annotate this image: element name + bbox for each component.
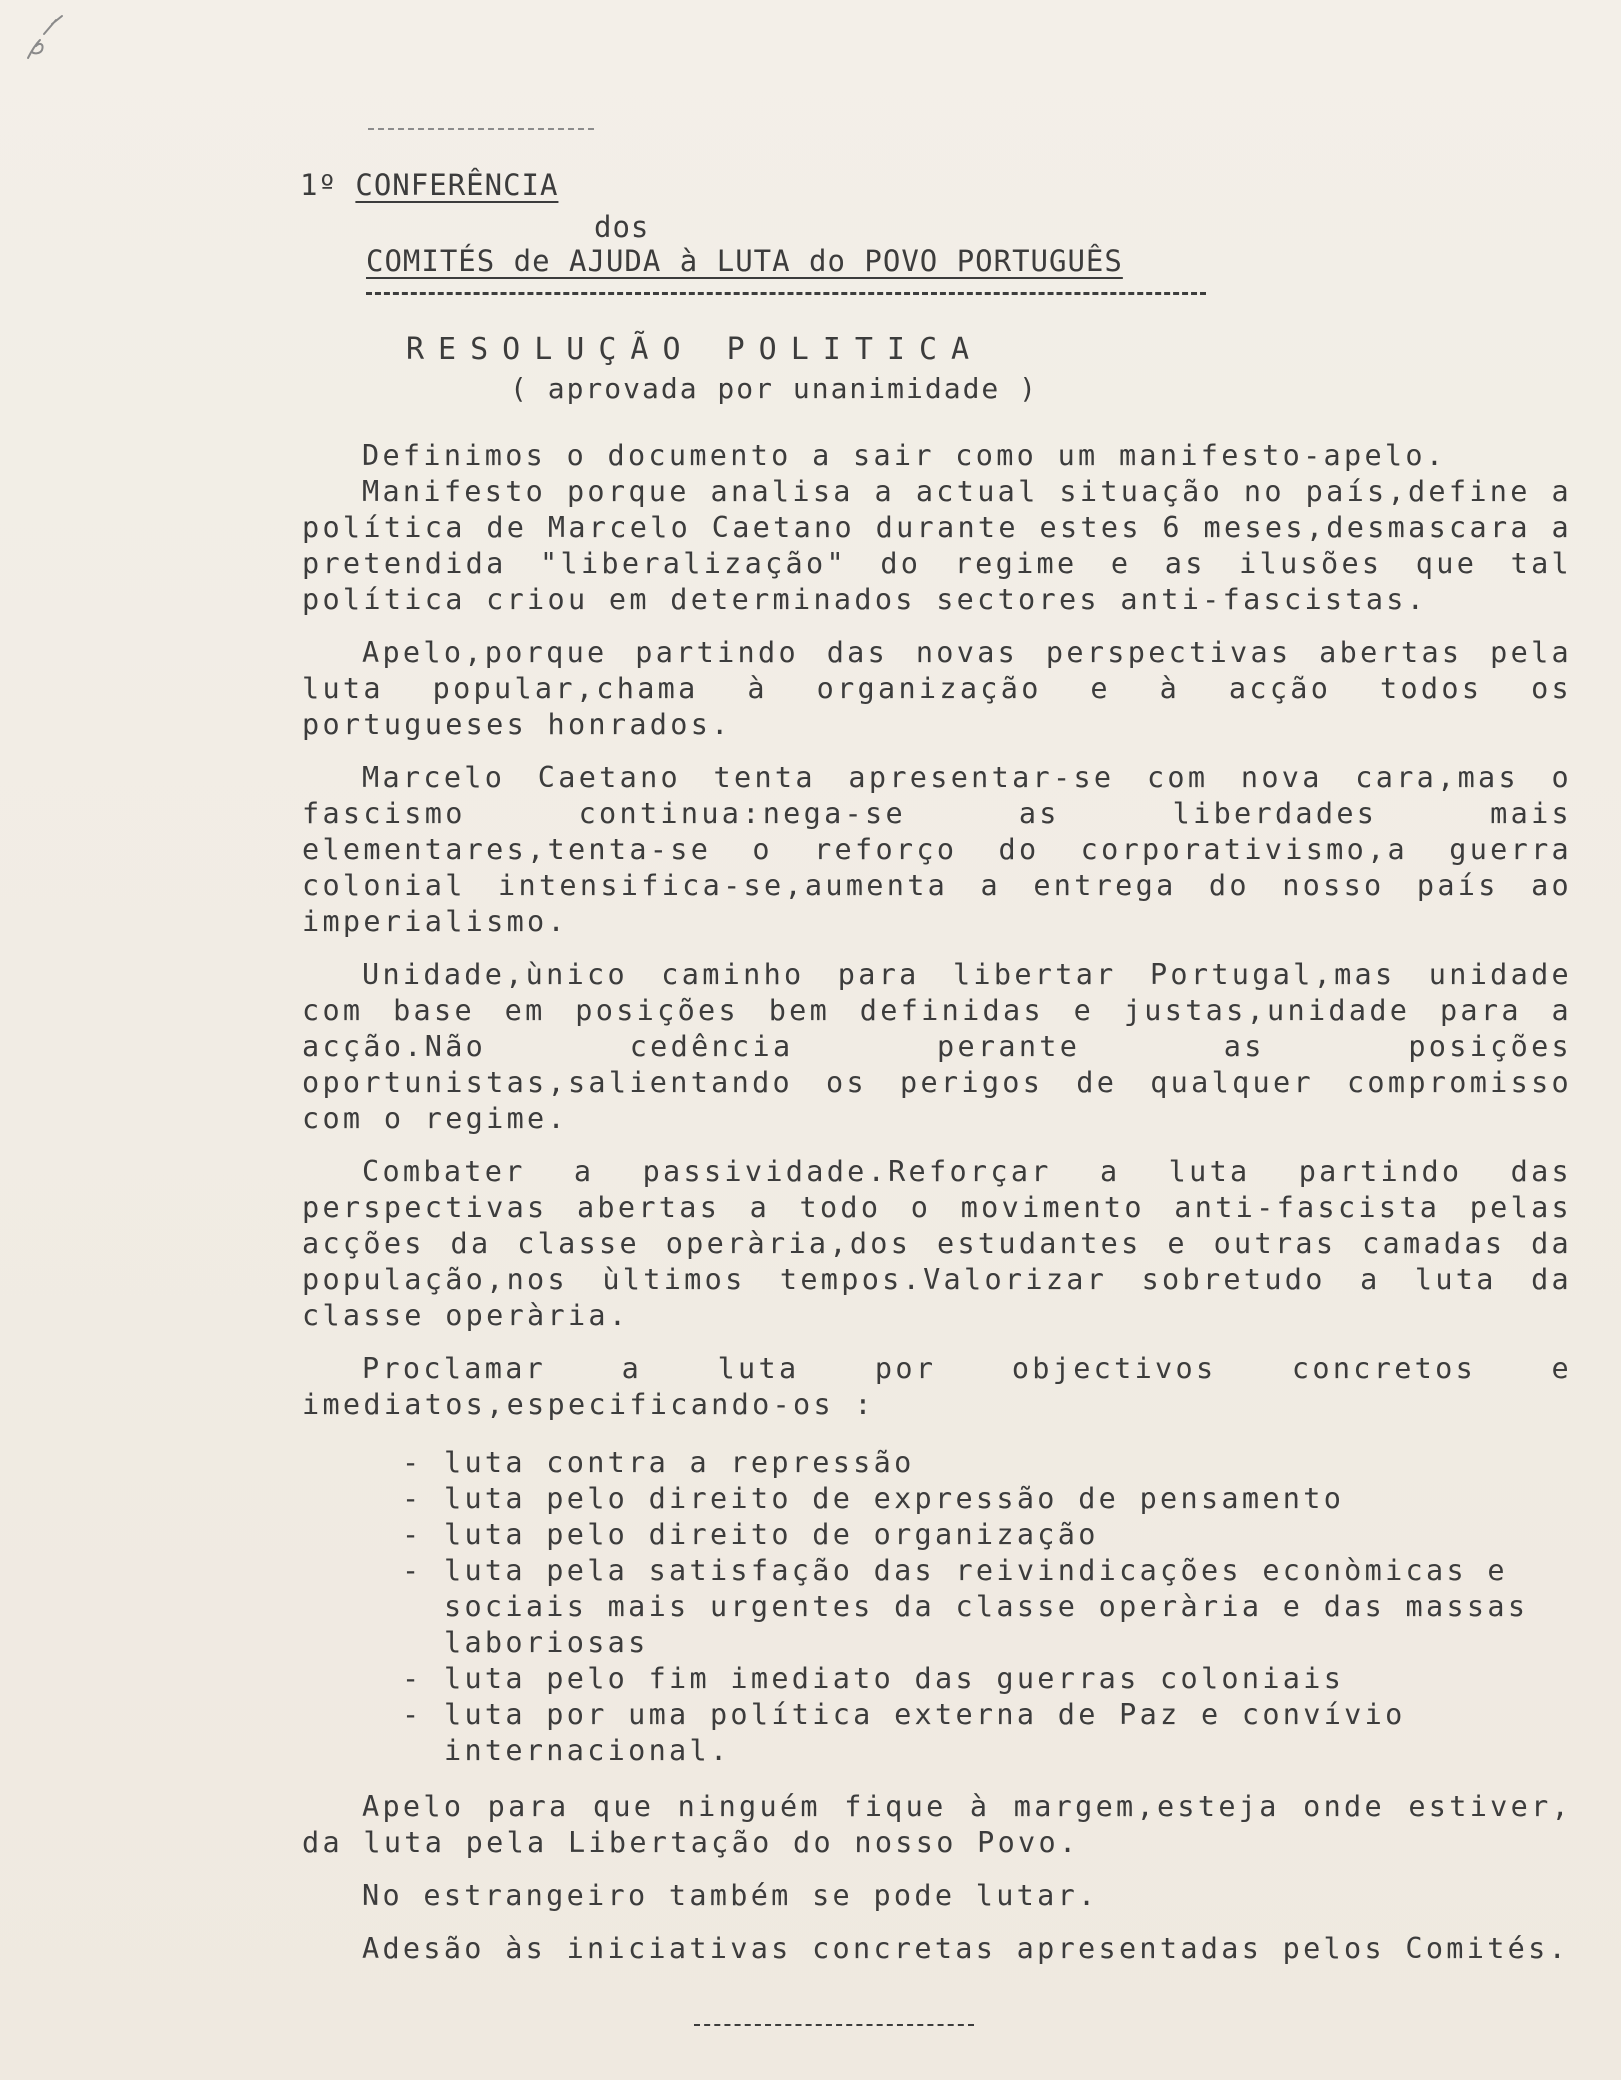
paragraph-4: Marcelo Caetano tenta apresentar-se com nova cara,mas o fascismo continua:nega-se as liberdades mais elementares,tenta-se o reforço do corporativismo,a guerra colonial intensifica-se,aumenta a entrega do nosso país ao imperialismo.	[302, 761, 1572, 938]
list-item	[402, 1481, 1572, 1517]
list-item-text: luta pelo direito de organização	[444, 1518, 1099, 1551]
list-dash: -	[402, 1446, 423, 1479]
closing-paragraph-1: Apelo para que ninguém fique à margem,esteja onde estiver, da luta pela Libertação do nosso Povo.	[302, 1790, 1572, 1859]
header-conference-line	[300, 168, 558, 202]
end-dashed-rule	[694, 2024, 974, 2026]
list-item	[402, 1517, 1572, 1553]
paragraph-5: Unidade,ùnico caminho para libertar Portugal,mas unidade com base em posições bem definidas e justas,unidade para a acção.Não cedência perante as posições oportunistas,salientando os perigos de qualquer compromisso com o regime.	[302, 958, 1572, 1135]
resolution-subtitle: ( aprovada por unanimidade )	[510, 372, 1039, 405]
conference-title: CONFERÊNCIA	[355, 168, 559, 202]
list-item	[402, 1661, 1572, 1697]
document-body	[302, 438, 1572, 1984]
closing-paragraph-2: No estrangeiro também se pode lutar.	[362, 1879, 1099, 1912]
list-dash: -	[402, 1698, 423, 1731]
list-item-text: luta pela satisfação das reivindicações econòmicas e sociais mais urgentes da classe operària e das massas laboriosas	[444, 1554, 1529, 1659]
closing-paragraph-3: Adesão às iniciativas concretas apresentadas pelos Comités.	[362, 1932, 1570, 1965]
paragraph-2: Manifesto porque analisa a actual situação no país,define a política de Marcelo Caetano durante estes 6 meses,desmascara a pretendida "liberalização" do regime e as ilusões que tal política criou em determinados sectores anti-fascistas.	[302, 475, 1572, 616]
header-committees: COMITÉS de AJUDA à LUTA do POVO PORTUGUÊS	[366, 244, 1123, 278]
list-dash: -	[402, 1554, 423, 1587]
list-item-text: luta por uma política externa de Paz e convívio internacional.	[444, 1698, 1406, 1767]
list-item-text: luta pelo direito de expressão de pensamento	[444, 1482, 1345, 1515]
list-item	[402, 1553, 1572, 1661]
list-item	[402, 1697, 1572, 1769]
list-item	[402, 1445, 1572, 1481]
list-dash: -	[402, 1482, 423, 1515]
list-item-text: luta pelo fim imediato das guerras coloniais	[444, 1662, 1345, 1695]
list-item-text: luta contra a repressão	[444, 1446, 915, 1479]
header-rule	[366, 292, 1206, 295]
conference-number: 1º	[300, 168, 337, 202]
paragraph-6: Combater a passividade.Reforçar a luta partindo das perspectivas abertas a todo o movimento anti-fascista pelas acções da classe operària,dos estudantes e outras camadas da população,nos ùltimos tempos.Valorizar sobretudo a luta da classe operària.	[302, 1155, 1572, 1332]
paragraph-3: Apelo,porque partindo das novas perspectivas abertas pela luta popular,chama à organização e à acção todos os portugueses honrados.	[302, 636, 1572, 741]
objectives-list	[402, 1445, 1572, 1769]
resolution-title: RESOLUÇÃO POLITICA	[406, 332, 984, 367]
paragraph-7: Proclamar a luta por objectivos concretos e imediatos,especificando-os :	[302, 1352, 1572, 1421]
pen-mark-scribble	[22, 14, 68, 64]
list-dash: -	[402, 1662, 423, 1695]
list-dash: -	[402, 1518, 423, 1551]
paragraph-1: Definimos o documento a sair como um manifesto-apelo.	[362, 439, 1447, 472]
top-dashed-line	[368, 128, 594, 134]
header-dos: dos	[594, 210, 650, 244]
